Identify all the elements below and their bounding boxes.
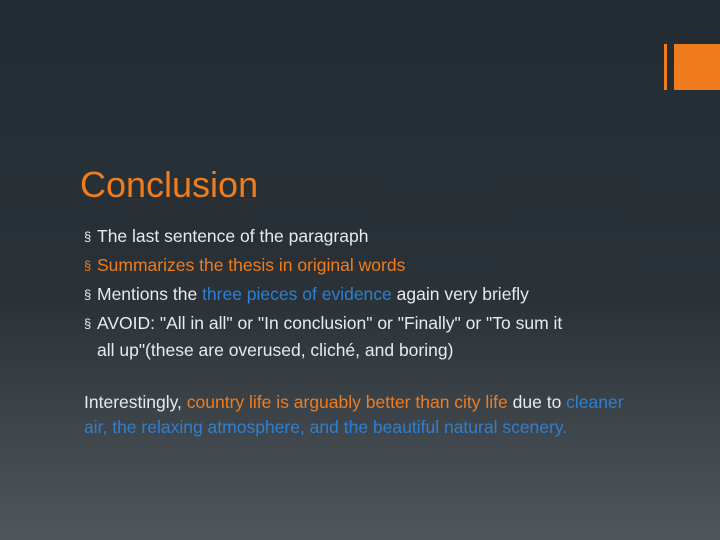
- accent-bar-thin: [664, 44, 667, 90]
- example-mid: due to: [507, 392, 567, 412]
- bullet-item: [84, 280, 644, 309]
- slide-title: Conclusion: [80, 164, 259, 205]
- bullet-text-line2: all up"(these are overused, cliché, and boring): [97, 340, 454, 360]
- example-thesis: country life is arguably better than city life: [186, 392, 508, 412]
- bullet-text: The last sentence of the paragraph: [97, 226, 369, 246]
- bullet-icon: §: [84, 287, 92, 302]
- example-sentence: [84, 390, 644, 439]
- bullet-text: Summarizes the thesis in original words: [97, 255, 406, 275]
- bullet-text-pre: Mentions the: [97, 284, 203, 304]
- accent-bar-thick: [674, 44, 720, 90]
- bullet-highlight: three pieces of evidence: [202, 284, 392, 304]
- bullet-item: [84, 251, 644, 280]
- bullet-item: [84, 309, 644, 362]
- bullet-list: [84, 222, 644, 362]
- bullet-icon: §: [84, 316, 92, 331]
- bullet-text-post: again very briefly: [391, 284, 529, 304]
- bullet-icon: §: [84, 258, 92, 273]
- example-pre: Interestingly,: [84, 392, 187, 412]
- example-evidence: cleaner air, the relaxing atmosphere, and the beautiful natural scenery.: [84, 392, 624, 437]
- bullet-icon: §: [84, 229, 92, 244]
- bullet-text-line1: AVOID: "All in all" or "In conclusion" or "Finally" or "To sum it: [97, 313, 563, 333]
- bullet-item: [84, 222, 644, 251]
